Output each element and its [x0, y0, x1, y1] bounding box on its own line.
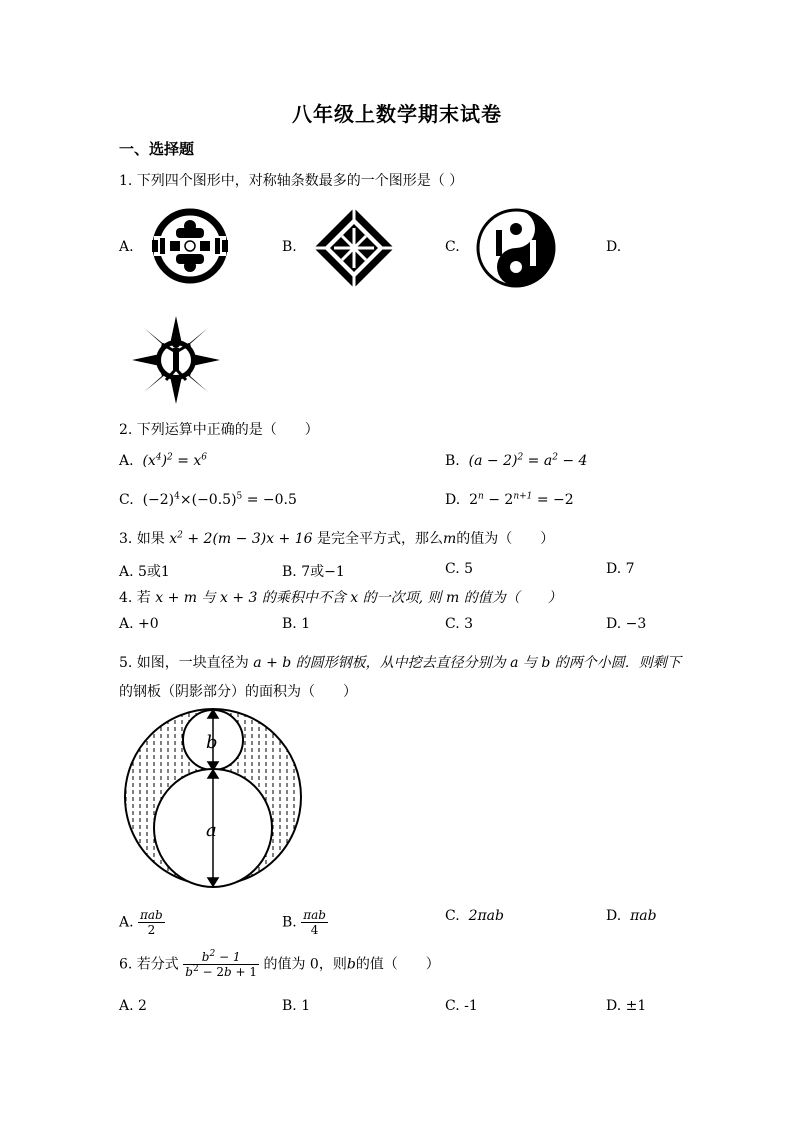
question-5-line-1 — [119, 652, 681, 672]
q3-option-d: D. 7 — [606, 561, 635, 577]
q3-stem-end: 的值为（ ） — [456, 531, 555, 547]
q6-stem-start: 6. 若分式 — [119, 956, 179, 973]
q1-option-b-label: B. — [282, 239, 297, 255]
question-1-stem: 1. 下列四个图形中，对称轴条数最多的一个图形是（ ） — [119, 173, 464, 189]
question-3-stem — [119, 528, 554, 548]
page-title: 八年级上数学期末试卷 — [292, 102, 502, 126]
q6-option-c: C. -1 — [445, 998, 478, 1014]
q5-option-b — [282, 908, 328, 937]
q6-option-b: B. 1 — [282, 998, 311, 1014]
q5-option-b-expr: $\frac{\text{πab}}{4}$ — [303, 908, 326, 937]
q5-label-b: b — [206, 732, 218, 753]
q2-option-d — [445, 492, 574, 508]
q3-option-a: A. 5或1 — [119, 564, 170, 580]
q4-expression: x + m 与 x + 3 的乘积中不含 x 的一次项, 则 m 的值为（ ） — [155, 590, 562, 606]
q4-option-c: C. 3 — [445, 616, 474, 632]
q5-option-a — [119, 908, 165, 937]
q2-option-a-label: A. — [119, 453, 134, 469]
q4-option-a: A. +0 — [119, 616, 159, 632]
q6-stem-middle: 的值为 0，则 — [263, 956, 347, 973]
q5-option-a-expr: $\frac{\text{πab}}{2}$ — [140, 908, 163, 937]
q4-stem-start: 4. 若 — [119, 590, 151, 606]
q2-option-d-label: D. — [445, 492, 461, 508]
q2-option-b-expr: $(a - 2)^2 = a^2 - 4$ — [464, 452, 588, 469]
q3-expression: $x^2 + 2(m - 3)x + 16$ — [169, 530, 313, 547]
q1-figure-a — [150, 208, 230, 284]
q5-option-d-expr: πab — [625, 908, 657, 924]
q6-variable: b — [346, 956, 356, 973]
q6-stem-end: 的值（ ） — [355, 956, 440, 973]
q2-option-d-expr: $2^n - 2^{n+1} = -2$ — [464, 491, 574, 508]
q1-option-d-label: D. — [606, 239, 622, 255]
q1-figure-d — [130, 314, 222, 406]
q6-option-a: A. 2 — [119, 998, 147, 1014]
q1-figure-b — [312, 206, 396, 290]
q5-label-a: a — [206, 820, 217, 841]
q4-option-d: D. −3 — [606, 616, 647, 632]
q3-stem-middle: 是完全平方式，那么 — [316, 531, 443, 547]
q5-option-c-expr: 2πab — [464, 908, 504, 924]
q2-option-a — [119, 453, 207, 469]
q5-line-1-start: 5. 如图，一块直径为 — [119, 655, 249, 671]
q5-line-1-rest: a + b 的圆形钢板，从中挖去直径分别为 a 与 b 的两个小圆．则剩下 — [253, 655, 681, 671]
q3-stem-start: 3. 如果 — [119, 531, 165, 547]
q5-option-d-label: D. — [606, 908, 622, 924]
q2-option-a-expr: $(x^4)^2 = x^6$ — [138, 452, 208, 469]
question-2-stem: 2. 下列运算中正确的是（ ） — [119, 422, 319, 438]
q2-option-b-label: B. — [445, 453, 460, 469]
q3-variable: m — [442, 531, 457, 547]
q1-option-c-label: C. — [445, 239, 460, 255]
q3-option-b: B. 7或−1 — [282, 564, 345, 580]
q5-option-c-label: C. — [445, 908, 460, 924]
question-4-stem — [119, 587, 562, 607]
q2-option-c — [119, 492, 297, 508]
q3-option-c: C. 5 — [445, 561, 474, 577]
q5-option-b-label: B. — [282, 914, 297, 931]
q5-circle-figure — [124, 706, 304, 888]
q5-option-a-label: A. — [119, 914, 134, 931]
q1-figure-c — [474, 206, 558, 290]
question-5-line-2: 的钢板（阴影部分）的面积为（ ） — [119, 684, 357, 700]
q4-option-b: B. 1 — [282, 616, 311, 632]
q6-option-d: D. ±1 — [606, 998, 647, 1014]
q2-option-c-expr: $(-2)^4\times(-0.5)^5 = -0.5$ — [138, 491, 297, 508]
q2-option-c-label: C. — [119, 492, 134, 508]
q5-option-d — [606, 908, 657, 924]
q5-option-c — [445, 908, 504, 924]
q2-option-b — [445, 453, 587, 469]
section-heading: 一、选择题 — [119, 140, 195, 158]
q1-option-a-label: A. — [119, 239, 134, 255]
question-6-stem — [119, 950, 440, 979]
q6-fraction: $\frac{b^2 - 1}{b^2 - 2b + 1}$ — [185, 949, 258, 979]
